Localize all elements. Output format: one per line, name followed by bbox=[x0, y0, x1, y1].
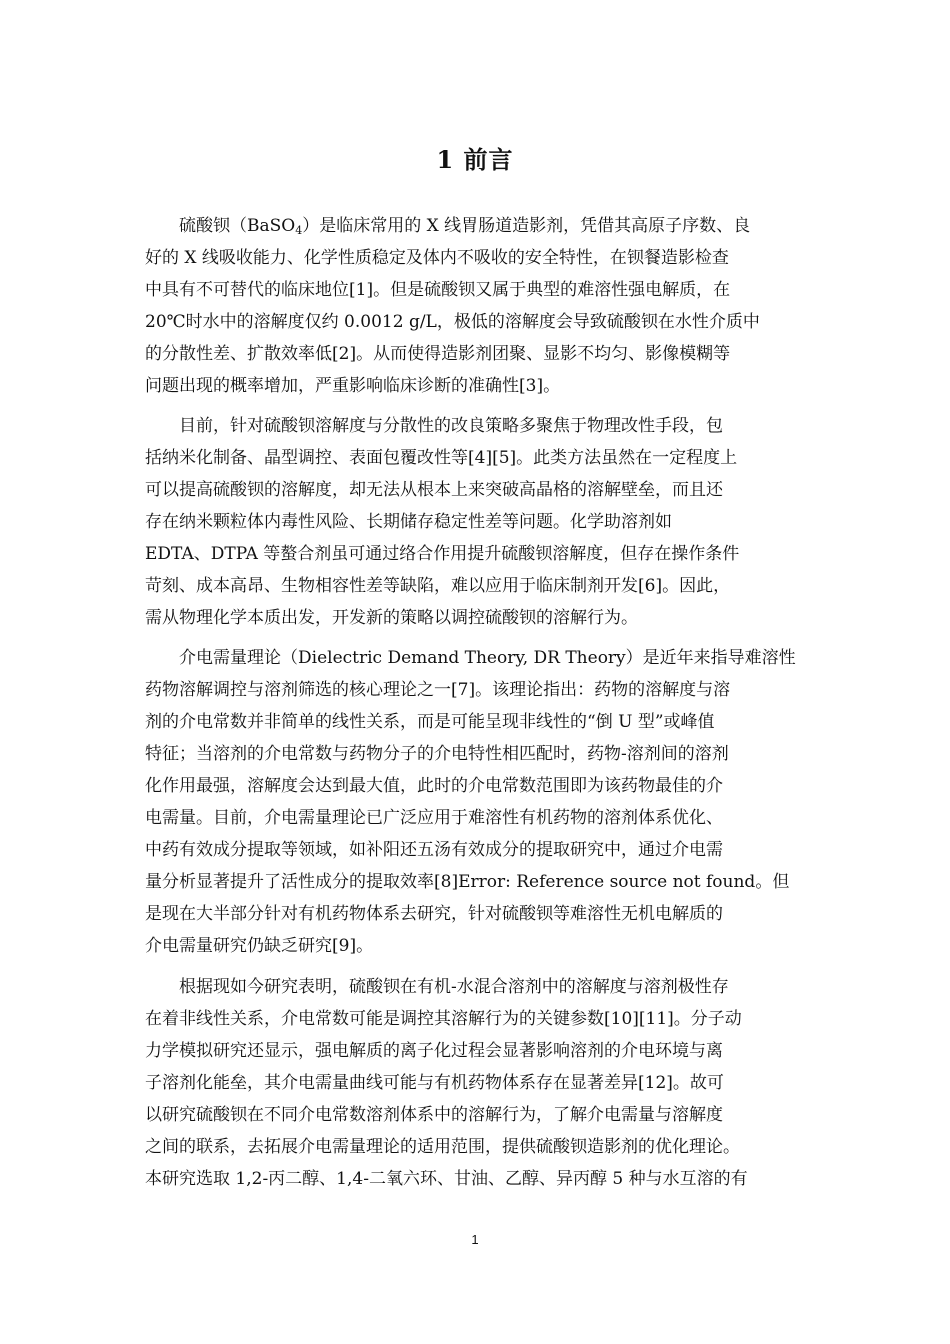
text-line: 存在纳米颗粒体内毒性风险、长期储存稳定性差等问题。化学助溶剂如 bbox=[145, 512, 672, 532]
text-line: 特征；当溶剂的介电常数与药物分子的介电特性相匹配时，药物-溶剂间的溶剂 bbox=[145, 744, 729, 764]
text-segment: 硫酸钡（BaSO bbox=[179, 216, 296, 236]
text-line: 的分散性差、扩散效率低[2]。从而使得造影剂团聚、显影不均匀、影像模糊等 bbox=[145, 344, 731, 364]
text-line: EDTA、DTPA 等螯合剂虽可通过络合作用提升硫酸钡溶解度，但存在操作条件 bbox=[145, 544, 740, 564]
text-line: 之间的联系，去拓展介电需量理论的适用范围，提供硫酸钡造影剂的优化理论。 bbox=[145, 1137, 740, 1157]
text-line: 苛刻、成本高昂、生物相容性差等缺陷，难以应用于临床制剂开发[6]。因此， bbox=[145, 576, 731, 596]
text-line: 剂的介电常数并非简单的线性关系，而是可能呈现非线性的“倒 U 型”或峰值 bbox=[145, 712, 715, 732]
text-line: 中药有效成分提取等领域，如补阳还五汤有效成分的提取研究中，通过介电需 bbox=[145, 840, 723, 860]
subscript: 4 bbox=[295, 224, 303, 237]
section-heading: 1 前言 bbox=[436, 145, 514, 174]
text-line: 以研究硫酸钡在不同介电常数溶剂体系中的溶解行为，了解介电需量与溶解度 bbox=[145, 1105, 723, 1125]
text-line: 可以提高硫酸钡的溶解度，却无法从根本上来突破高晶格的溶解壁垒，而且还 bbox=[145, 480, 723, 500]
text-line: 问题出现的概率增加，严重影响临床诊断的准确性[3]。 bbox=[145, 376, 561, 396]
text-line: 介电需量研究仍缺乏研究[9]。 bbox=[145, 936, 374, 956]
text-line: 化作用最强，溶解度会达到最大值，此时的介电常数范围即为该药物最佳的介 bbox=[145, 776, 723, 796]
text-line: 目前，针对硫酸钡溶解度与分散性的改良策略多聚焦于物理改性手段，包 bbox=[179, 416, 723, 436]
text-line: 20℃时水中的溶解度仅约 0.0012 g/L，极低的溶解度会导致硫酸钡在水性介质中 bbox=[145, 312, 760, 332]
page-number: 1 bbox=[471, 1232, 479, 1247]
text-line: 子溶剂化能垒，其介电需量曲线可能与有机药物体系存在显著差异[12]。故可 bbox=[145, 1073, 724, 1093]
text-line: 在着非线性关系，介电常数可能是调控其溶解行为的关键参数[10][11]。分子动 bbox=[145, 1009, 742, 1029]
text-line: 本研究选取 1,2-丙二醇、1,4-二氧六环、甘油、乙醇、异丙醇 5 种与水互溶的有 bbox=[145, 1169, 748, 1189]
text-line: 好的 X 线吸收能力、化学性质稳定及体内不吸收的安全特性，在钡餐造影检查 bbox=[145, 248, 729, 268]
text-line: 中具有不可替代的临床地位[1]。但是硫酸钡又属于典型的难溶性强电解质，在 bbox=[145, 280, 731, 300]
text-line: 根据现如今研究表明，硫酸钡在有机-水混合溶剂中的溶解度与溶剂极性存 bbox=[179, 977, 729, 997]
text-line: 需从物理化学本质出发，开发新的策略以调控硫酸钡的溶解行为。 bbox=[145, 608, 638, 628]
text-line: 介电需量理论（Dielectric Demand Theory, DR Theory）是近年来指导难溶性 bbox=[179, 648, 796, 668]
text-line: 括纳米化制备、晶型调控、表面包覆改性等[4][5]。此类方法虽然在一定程度上 bbox=[145, 448, 738, 468]
text-line: 电需量。目前，介电需量理论已广泛应用于难溶性有机药物的溶剂体系优化、 bbox=[145, 808, 723, 828]
text-line: 力学模拟研究还显示，强电解质的离子化过程会显著影响溶剂的介电环境与离 bbox=[145, 1041, 723, 1061]
text-segment: ）是临床常用的 X 线胃肠道造影剂，凭借其高原子序数、良 bbox=[302, 216, 751, 236]
text-line: 药物溶解调控与溶剂筛选的核心理论之一[7]。该理论指出：药物的溶解度与溶 bbox=[145, 680, 731, 700]
text-line bbox=[179, 215, 750, 237]
text-line: 是现在大半部分针对有机药物体系去研究，针对硫酸钡等难溶性无机电解质的 bbox=[145, 904, 723, 924]
text-line: 量分析显著提升了活性成分的提取效率[8]Error: Reference source not found。但 bbox=[145, 872, 790, 892]
